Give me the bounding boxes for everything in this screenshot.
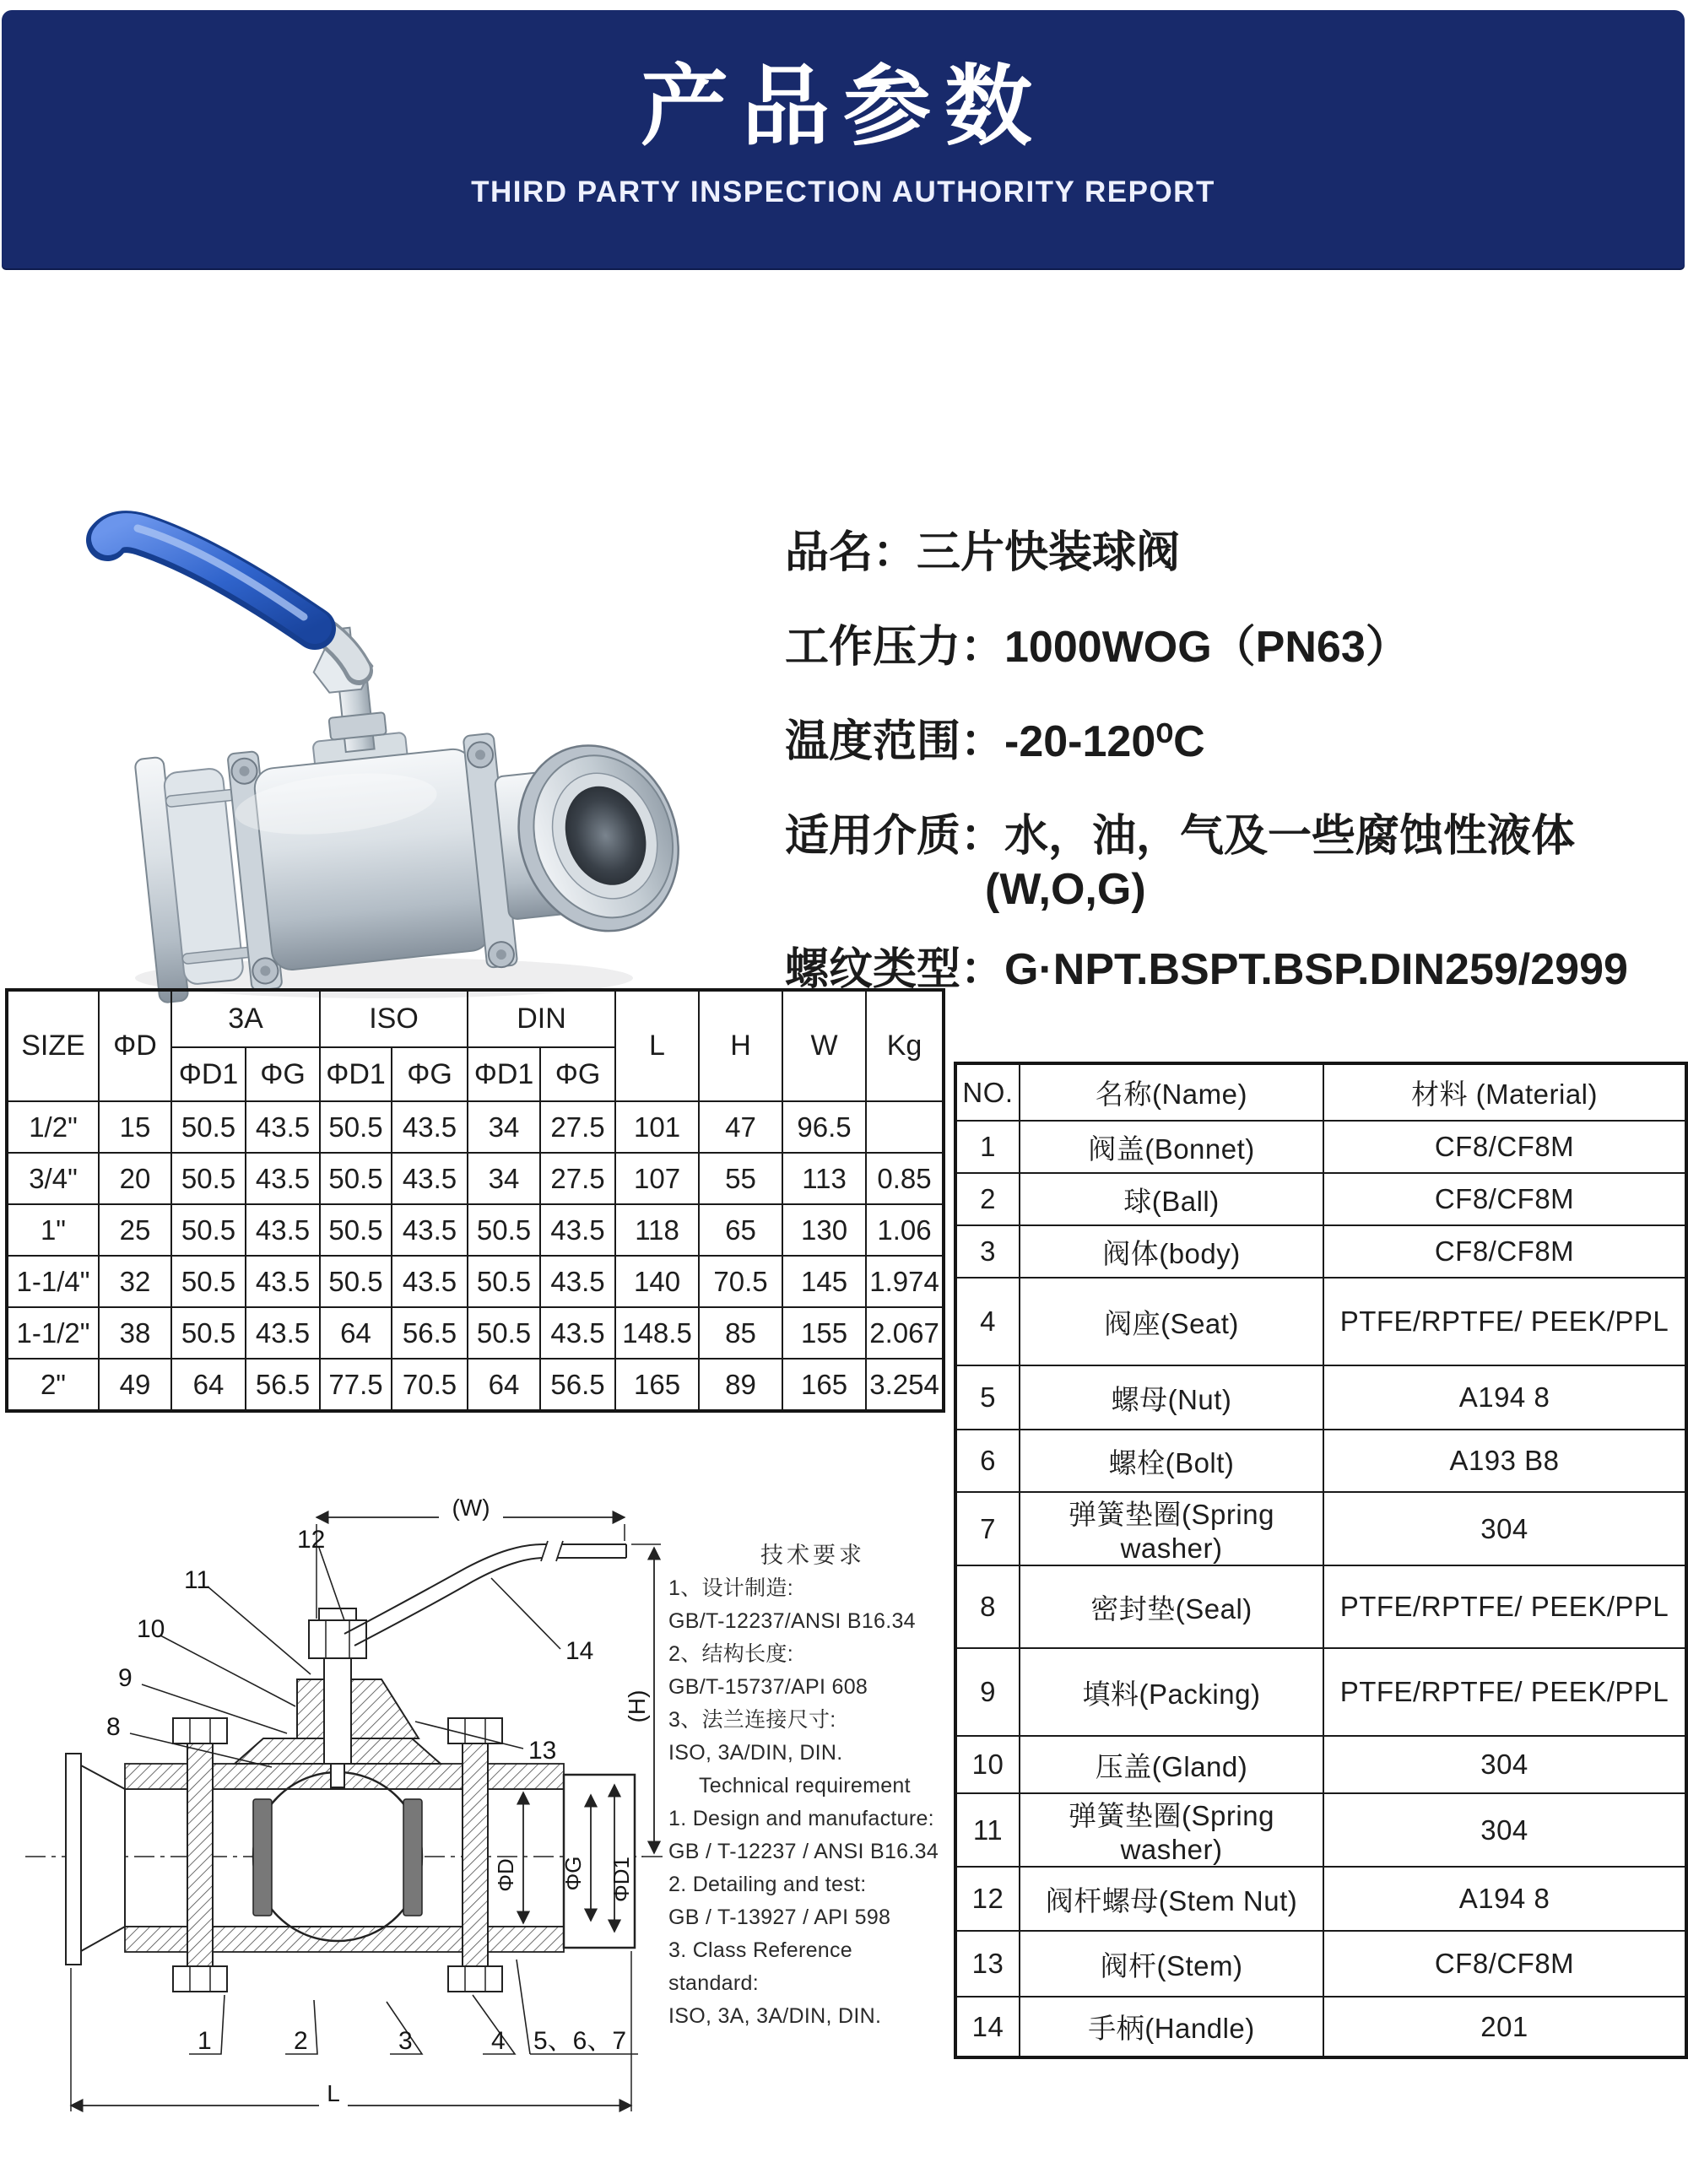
cell: 130 xyxy=(782,1204,866,1256)
cell: 压盖(Gland) xyxy=(1020,1736,1323,1793)
notes-line: GB / T-13927 / API 598 xyxy=(668,1906,891,1929)
field-value: 水，油，气及一些腐蚀性液体 xyxy=(1004,812,1576,861)
gland xyxy=(351,1679,419,1738)
field-media-cont xyxy=(985,864,1146,915)
cell: 密封垫(Seal) xyxy=(1020,1565,1323,1648)
callout-12: 12 xyxy=(297,1526,326,1554)
dim-l-label: L xyxy=(327,2080,340,2106)
cell: 50.5 xyxy=(320,1204,392,1256)
cell: 165 xyxy=(782,1359,866,1411)
table-row xyxy=(7,1153,944,1204)
cell: 1" xyxy=(7,1204,99,1256)
col-header-h: H xyxy=(699,990,782,1101)
col-header-size: SIZE xyxy=(7,990,99,1101)
cell: 140 xyxy=(615,1256,699,1307)
cell: 43.5 xyxy=(392,1204,468,1256)
table-row xyxy=(955,1867,1686,1931)
cell: A194 8 xyxy=(1323,1867,1686,1931)
callout-1: 1 xyxy=(197,2027,212,2055)
sub-header-g: ΦG xyxy=(392,1047,468,1101)
parts-table xyxy=(954,1062,1688,2059)
cell: 15 xyxy=(99,1101,171,1153)
cell: 7 xyxy=(955,1492,1020,1565)
cell: 8 xyxy=(955,1565,1020,1648)
cell: 43.5 xyxy=(540,1256,615,1307)
dim-d1-label: ΦD1 xyxy=(609,1857,634,1902)
cell: 弹簧垫圈(Spring washer) xyxy=(1020,1492,1323,1565)
valve-photo xyxy=(46,460,730,1008)
cell: 70.5 xyxy=(392,1359,468,1411)
handle-blue xyxy=(108,530,315,627)
cell: 螺母(Nut) xyxy=(1020,1365,1323,1430)
field-value: 1000WOG（PN63） xyxy=(1004,623,1409,672)
cell: 55 xyxy=(699,1153,782,1204)
sub-header-d1: ΦD1 xyxy=(468,1047,540,1101)
cell: 27.5 xyxy=(540,1153,615,1204)
table-row xyxy=(955,1121,1686,1173)
cell: 43.5 xyxy=(392,1101,468,1153)
table-row xyxy=(955,1492,1686,1565)
dim-w-label: (W) xyxy=(452,1495,490,1521)
cell: 50.5 xyxy=(171,1101,246,1153)
cell: 148.5 xyxy=(615,1307,699,1359)
sub-header-d1: ΦD1 xyxy=(320,1047,392,1101)
table-row xyxy=(955,1225,1686,1278)
table-row xyxy=(955,1793,1686,1867)
cell: 70.5 xyxy=(699,1256,782,1307)
cell: 107 xyxy=(615,1153,699,1204)
table-row xyxy=(955,1278,1686,1365)
cell: 3/4" xyxy=(7,1153,99,1204)
cell: 50.5 xyxy=(171,1307,246,1359)
table-row xyxy=(955,1997,1686,2057)
cell: PTFE/RPTFE/ PEEK/PPL xyxy=(1323,1648,1686,1736)
col-header-l: L xyxy=(615,990,699,1101)
cell: CF8/CF8M xyxy=(1323,1931,1686,1997)
notes-line: ISO, 3A/DIN, DIN. xyxy=(668,1741,843,1765)
seat-right xyxy=(403,1799,422,1916)
field-media xyxy=(785,800,1575,863)
cell: 3 xyxy=(955,1225,1020,1278)
col-header-d: ΦD xyxy=(99,990,171,1101)
table-row xyxy=(955,1063,1686,1121)
table-row xyxy=(955,1173,1686,1225)
sub-header-g: ΦG xyxy=(246,1047,320,1101)
cell: 165 xyxy=(615,1359,699,1411)
cell: 43.5 xyxy=(392,1256,468,1307)
table-row xyxy=(7,1101,944,1153)
table-row xyxy=(7,990,944,1047)
field-label: 螺纹类型： xyxy=(785,945,1005,994)
cell: 0.85 xyxy=(866,1153,944,1204)
callout-3: 3 xyxy=(398,2027,413,2055)
cell: 13 xyxy=(955,1931,1020,1997)
cell: 43.5 xyxy=(540,1204,615,1256)
technical-notes xyxy=(668,1539,957,2033)
cell: CF8/CF8M xyxy=(1323,1173,1686,1225)
col-group-din: DIN xyxy=(468,990,615,1047)
cell: 1/2" xyxy=(7,1101,99,1153)
cell: 3.254 xyxy=(866,1359,944,1411)
cell: 阀体(body) xyxy=(1020,1225,1323,1278)
field-value: -20-120⁰C xyxy=(1004,717,1205,766)
cell: PTFE/RPTFE/ PEEK/PPL xyxy=(1323,1278,1686,1365)
cell: 手柄(Handle) xyxy=(1020,1997,1323,2057)
cell: 50.5 xyxy=(320,1256,392,1307)
cell: 5 xyxy=(955,1365,1020,1430)
cell: CF8/CF8M xyxy=(1323,1121,1686,1173)
handle xyxy=(107,528,359,671)
notes-line: 1. Design and manufacture: xyxy=(668,1807,934,1830)
table-row xyxy=(955,1365,1686,1430)
page-subtitle: THIRD PARTY INSPECTION AUTHORITY REPORT xyxy=(471,176,1215,208)
table-row xyxy=(955,1565,1686,1648)
cell: 1.06 xyxy=(866,1204,944,1256)
col-header-kg: Kg xyxy=(866,990,944,1101)
notes-line: 技术要求 xyxy=(760,1543,865,1568)
notes-line: 3. Class Reference xyxy=(668,1938,852,1962)
table-row xyxy=(7,1307,944,1359)
notes-line: Technical requirement xyxy=(699,1774,911,1797)
col-header-material: 材料 (Material) xyxy=(1323,1063,1686,1121)
packing xyxy=(297,1679,324,1738)
table-row xyxy=(7,1256,944,1307)
table-row xyxy=(955,1931,1686,1997)
cell: 101 xyxy=(615,1101,699,1153)
field-label: 工作压力： xyxy=(785,623,1005,672)
sub-header-g: ΦG xyxy=(540,1047,615,1101)
callout-4: 4 xyxy=(491,2027,506,2055)
cell: 弹簧垫圈(Spring washer) xyxy=(1020,1793,1323,1867)
size-table xyxy=(5,988,945,1413)
cell: 64 xyxy=(468,1359,540,1411)
table-row xyxy=(7,1359,944,1411)
cell: 50.5 xyxy=(320,1101,392,1153)
sub-header-d1: ΦD1 xyxy=(171,1047,246,1101)
cell: 65 xyxy=(699,1204,782,1256)
col-group-3a: 3A xyxy=(171,990,320,1047)
callout-5-6-7: 5、6、7 xyxy=(533,2027,627,2055)
cell: 145 xyxy=(782,1256,866,1307)
cell: 6 xyxy=(955,1430,1020,1492)
cell: 32 xyxy=(99,1256,171,1307)
dim-g-label: ΦG xyxy=(560,1856,586,1891)
cell: 50.5 xyxy=(171,1204,246,1256)
field-pressure xyxy=(785,611,1409,674)
notes-line: 2. Detailing and test: xyxy=(668,1873,867,1896)
notes-line: 1、设计制造: xyxy=(668,1576,793,1600)
notes-line: ISO, 3A, 3A/DIN, DIN. xyxy=(668,2004,882,2028)
seat-left xyxy=(253,1799,272,1916)
field-thread xyxy=(785,933,1628,997)
notes-line: GB/T-15737/API 608 xyxy=(668,1675,868,1699)
callout-2: 2 xyxy=(294,2027,308,2055)
cell: 填料(Packing) xyxy=(1020,1648,1323,1736)
cell: 1-1/4" xyxy=(7,1256,99,1307)
cell: 2" xyxy=(7,1359,99,1411)
left-ferrule xyxy=(66,1754,81,1965)
cell: 43.5 xyxy=(246,1101,320,1153)
cell: 1 xyxy=(955,1121,1020,1173)
cell: 11 xyxy=(955,1793,1020,1867)
cell: 34 xyxy=(468,1153,540,1204)
cell: 25 xyxy=(99,1204,171,1256)
page-title: 产品参数 xyxy=(640,58,1046,156)
cell: 50.5 xyxy=(171,1256,246,1307)
nut xyxy=(448,1718,502,1743)
stem-tang xyxy=(331,1764,344,1787)
field-label: 品名： xyxy=(785,528,917,577)
cell: 螺栓(Bolt) xyxy=(1020,1430,1323,1492)
left-flare xyxy=(81,1765,125,1951)
cell: 49 xyxy=(99,1359,171,1411)
flange-right xyxy=(463,1743,488,1966)
cell: 304 xyxy=(1323,1736,1686,1793)
field-value: (W,O,G) xyxy=(985,865,1146,914)
cell: 38 xyxy=(99,1307,171,1359)
notes-line: standard: xyxy=(668,1971,759,1995)
nut xyxy=(448,1966,502,1992)
cell: 64 xyxy=(320,1307,392,1359)
cell: 9 xyxy=(955,1648,1020,1736)
table-row xyxy=(955,1648,1686,1736)
cell: 77.5 xyxy=(320,1359,392,1411)
header-banner xyxy=(2,10,1685,268)
cell: 56.5 xyxy=(246,1359,320,1411)
col-header-w: W xyxy=(782,990,866,1101)
cell: 20 xyxy=(99,1153,171,1204)
cell: 113 xyxy=(782,1153,866,1204)
cell: 50.5 xyxy=(320,1153,392,1204)
cell: 球(Ball) xyxy=(1020,1173,1323,1225)
cell: 47 xyxy=(699,1101,782,1153)
callout-14: 14 xyxy=(565,1637,594,1665)
field-value: G·NPT.BSPT.BSP.DIN259/2999 xyxy=(1004,945,1628,994)
table-row xyxy=(955,1736,1686,1793)
packing-nut xyxy=(328,712,386,740)
cell: 10 xyxy=(955,1736,1020,1793)
cell: 阀杆(Stem) xyxy=(1020,1931,1323,1997)
cell: 304 xyxy=(1323,1492,1686,1565)
cell: 2.067 xyxy=(866,1307,944,1359)
cell: 201 xyxy=(1323,1997,1686,2057)
cell: 1.974 xyxy=(866,1256,944,1307)
callout-11: 11 xyxy=(184,1566,211,1594)
cell: 50.5 xyxy=(171,1153,246,1204)
drawing-geometry xyxy=(25,1497,663,2111)
cell: 43.5 xyxy=(246,1307,320,1359)
dim-d-label: ΦD xyxy=(493,1858,518,1892)
cell: 14 xyxy=(955,1997,1020,2057)
cell: 64 xyxy=(171,1359,246,1411)
cell: 2 xyxy=(955,1173,1020,1225)
cell: 56.5 xyxy=(392,1307,468,1359)
cell: A194 8 xyxy=(1323,1365,1686,1430)
cell: 50.5 xyxy=(468,1307,540,1359)
cell: 56.5 xyxy=(540,1359,615,1411)
stem-cap xyxy=(319,1608,356,1620)
field-temperature xyxy=(785,705,1205,769)
cell: 27.5 xyxy=(540,1101,615,1153)
stem xyxy=(324,1658,351,1764)
cell: 304 xyxy=(1323,1793,1686,1867)
callout-10: 10 xyxy=(137,1615,165,1643)
col-header-name: 名称(Name) xyxy=(1020,1063,1323,1121)
field-value: 三片快装球阀 xyxy=(917,528,1181,577)
cell: 34 xyxy=(468,1101,540,1153)
field-name xyxy=(785,516,1180,580)
cell: 50.5 xyxy=(468,1204,540,1256)
cell: 4 xyxy=(955,1278,1020,1365)
flange-left xyxy=(187,1743,213,1966)
notes-line: 3、法兰连接尺寸: xyxy=(668,1708,836,1732)
col-group-iso: ISO xyxy=(320,990,468,1047)
field-label: 温度范围： xyxy=(785,717,1005,766)
nut xyxy=(173,1966,227,1992)
field-label: 适用介质： xyxy=(785,812,1005,861)
cell: 43.5 xyxy=(246,1204,320,1256)
cell: 43.5 xyxy=(540,1307,615,1359)
cell: 85 xyxy=(699,1307,782,1359)
dim-w-ext xyxy=(316,1524,625,1619)
col-header-no: NO. xyxy=(955,1063,1020,1121)
cell: 43.5 xyxy=(246,1153,320,1204)
callout-13: 13 xyxy=(528,1737,557,1765)
cell: 阀座(Seat) xyxy=(1020,1278,1323,1365)
table-row xyxy=(7,1204,944,1256)
ball xyxy=(253,1772,422,1941)
cell: CF8/CF8M xyxy=(1323,1225,1686,1278)
cell: 阀杆螺母(Stem Nut) xyxy=(1020,1867,1323,1931)
callout-9: 9 xyxy=(118,1664,133,1692)
cell: A193 B8 xyxy=(1323,1430,1686,1492)
cell: 118 xyxy=(615,1204,699,1256)
table-row xyxy=(955,1430,1686,1492)
cell: 50.5 xyxy=(468,1256,540,1307)
callout-8: 8 xyxy=(106,1713,121,1741)
cell: 阀盖(Bonnet) xyxy=(1020,1121,1323,1173)
cell: PTFE/RPTFE/ PEEK/PPL xyxy=(1323,1565,1686,1648)
notes-line: GB/T-12237/ANSI B16.34 xyxy=(668,1609,916,1633)
handle-bottom-edge xyxy=(354,1558,626,1646)
cell: 12 xyxy=(955,1867,1020,1931)
cell: 96.5 xyxy=(782,1101,866,1153)
notes-line: GB / T-12237 / ANSI B16.34 xyxy=(668,1840,939,1863)
cell xyxy=(866,1101,944,1153)
cell: 43.5 xyxy=(392,1153,468,1204)
valve-body xyxy=(123,594,709,1003)
cell: 1-1/2" xyxy=(7,1307,99,1359)
cell: 155 xyxy=(782,1307,866,1359)
nut xyxy=(173,1718,227,1743)
dim-h-label: (H) xyxy=(624,1689,650,1723)
clamp-ferrule xyxy=(493,723,704,954)
notes-line: 2、结构长度: xyxy=(668,1642,793,1666)
cell: 43.5 xyxy=(246,1256,320,1307)
cell: 89 xyxy=(699,1359,782,1411)
